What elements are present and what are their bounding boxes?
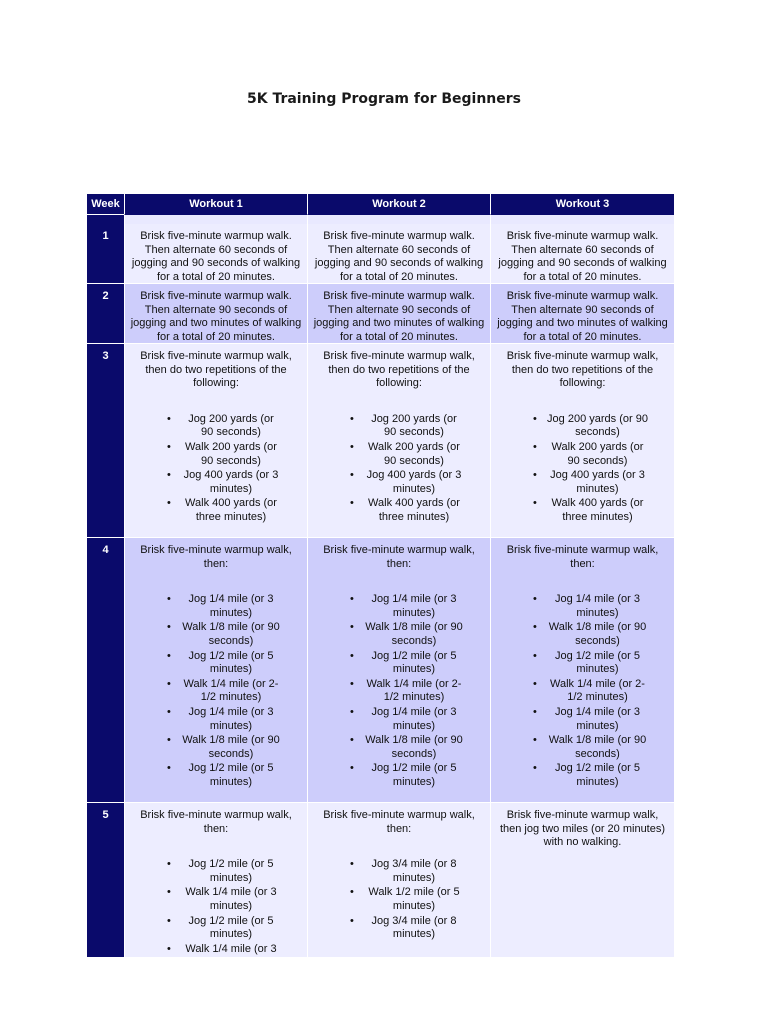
workout-steps [312, 413, 486, 525]
workout-cell [124, 224, 307, 284]
bullet-icon: • [167, 858, 171, 871]
bullet-icon: • [533, 469, 537, 482]
workout-cell [124, 344, 307, 538]
workout-intro: Brisk five-minute warmup walk, then do two repetitions of the following: [140, 350, 292, 390]
spacer-cell [87, 214, 124, 224]
bullet-icon: • [533, 649, 537, 662]
step-text: Jog 1/2 mile (or 5 minutes) [188, 762, 274, 788]
workout-cell [490, 224, 674, 284]
list-item [495, 734, 670, 761]
list-item [129, 858, 303, 885]
list-item [495, 650, 670, 677]
workout-cell [124, 803, 307, 958]
workout-steps [312, 593, 486, 789]
workout-intro: Brisk five-minute warmup walk. Then alternate 90 seconds of jogging and two minutes of walking for a total of 20 minutes. [497, 290, 668, 343]
table-header-spacer-row [87, 214, 674, 224]
step-text: Walk 400 yards (or three minutes) [185, 497, 277, 523]
bullet-icon: • [350, 705, 354, 718]
list-item [312, 762, 486, 789]
step-text: Walk 1/2 mile (or 5 minutes) [368, 886, 460, 912]
list-item [129, 915, 303, 942]
list-item [129, 762, 303, 789]
step-text: Jog 200 yards (or 90 seconds) [188, 412, 274, 439]
list-item [312, 706, 486, 733]
workout-intro: Brisk five-minute warmup walk, then jog two miles (or 20 minutes) with no walking. [499, 809, 666, 849]
step-text: Jog 200 yards (or 90 seconds) [547, 412, 648, 439]
step-text: Jog 3/4 mile (or 8 minutes) [371, 914, 457, 941]
list-item [312, 734, 486, 761]
step-text: Jog 1/2 mile (or 5 minutes) [555, 649, 640, 676]
step-text: Walk 1/4 mile (or 2-1/2 minutes) [183, 677, 279, 704]
step-text: Jog 200 yards (or 90 seconds) [371, 412, 457, 439]
step-text: Jog 1/4 mile (or 3 minutes) [188, 705, 274, 732]
list-item [129, 943, 303, 957]
table-row [87, 803, 674, 958]
step-text: Jog 1/2 mile (or 5 minutes) [188, 649, 274, 676]
workout-cell [307, 284, 490, 344]
bullet-icon: • [533, 677, 537, 690]
bullet-icon: • [350, 649, 354, 662]
workout-intro: Brisk five-minute warmup walk, then: [140, 809, 292, 835]
step-text: Jog 1/2 mile (or 5 minutes) [188, 858, 274, 884]
workout-steps [495, 413, 670, 525]
step-text: Walk 1/8 mile (or 90 seconds) [365, 621, 463, 647]
list-item [495, 441, 670, 468]
step-text: Jog 1/2 mile (or 5 minutes) [555, 762, 640, 788]
workout-cell [124, 284, 307, 344]
workout-cell [490, 284, 674, 344]
list-item [495, 621, 670, 648]
step-text: Jog 400 yards (or 3 minutes) [550, 469, 645, 495]
bullet-icon: • [533, 705, 537, 718]
step-text: Jog 1/4 mile (or 3 minutes) [188, 593, 274, 619]
bullet-icon: • [167, 593, 171, 606]
step-text: Walk 200 yards (or 90 seconds) [185, 440, 277, 467]
list-item [129, 734, 303, 761]
bullet-icon: • [167, 469, 171, 482]
workout-intro: Brisk five-minute warmup walk, then: [323, 544, 475, 570]
list-item [129, 621, 303, 648]
bullet-icon: • [350, 858, 354, 871]
bullet-icon: • [350, 621, 354, 634]
step-text: Walk 400 yards (or three minutes) [368, 497, 460, 523]
list-item [129, 497, 303, 524]
workout-intro: Brisk five-minute warmup walk, then: [140, 544, 292, 570]
list-item [312, 441, 486, 468]
workout-steps [129, 858, 303, 956]
week-number: 2 [87, 284, 124, 344]
step-text: Jog 1/2 mile (or 5 minutes) [188, 914, 274, 941]
list-item [312, 650, 486, 677]
workout-steps [129, 593, 303, 789]
workout-steps [495, 593, 670, 789]
header-week: Week [87, 194, 124, 214]
bullet-icon: • [533, 762, 537, 775]
bullet-icon: • [350, 886, 354, 899]
step-text: Jog 1/4 mile (or 3 minutes) [555, 705, 640, 732]
workout-intro: Brisk five-minute warmup walk, then do two repetitions of the following: [506, 350, 659, 390]
week-number: 3 [87, 344, 124, 538]
table-row [87, 344, 674, 538]
step-text: Walk 1/8 mile (or 90 seconds) [365, 734, 463, 760]
week-number: 1 [87, 224, 124, 284]
week-number: 5 [87, 803, 124, 958]
bullet-icon: • [167, 942, 171, 955]
bullet-icon: • [350, 412, 354, 425]
workout-intro: Brisk five-minute warmup walk, then: [506, 544, 659, 570]
header-workout-3: Workout 3 [490, 194, 674, 214]
step-text: Jog 1/4 mile (or 3 minutes) [555, 593, 640, 619]
bullet-icon: • [167, 412, 171, 425]
spacer-cell [307, 214, 490, 224]
bullet-icon: • [167, 497, 171, 510]
step-text: Walk 1/4 mile (or 2-1/2 minutes) [550, 677, 645, 704]
bullet-icon: • [350, 677, 354, 690]
list-item [312, 593, 486, 620]
list-item [312, 621, 486, 648]
page-title: 5K Training Program for Beginners [246, 91, 521, 107]
step-text: Jog 1/4 mile (or 3 minutes) [371, 705, 457, 732]
header-workout-1: Workout 1 [124, 194, 307, 214]
bullet-icon: • [533, 621, 537, 634]
list-item [312, 915, 486, 942]
list-item [312, 469, 486, 496]
bullet-icon: • [167, 705, 171, 718]
step-text: Jog 400 yards (or 3 minutes) [183, 469, 279, 495]
table-row [87, 538, 674, 803]
list-item [495, 678, 670, 705]
step-text: Jog 3/4 mile (or 8 minutes) [371, 858, 457, 884]
week-number: 4 [87, 538, 124, 803]
header-workout-2: Workout 2 [307, 194, 490, 214]
list-item [129, 678, 303, 705]
workout-intro: Brisk five-minute warmup walk. Then alternate 60 seconds of jogging and 90 seconds of walking for a total of 20 minutes. [498, 230, 667, 283]
step-text: Jog 400 yards (or 3 minutes) [366, 469, 462, 495]
bullet-icon: • [167, 886, 171, 899]
list-item [129, 593, 303, 620]
workout-intro: Brisk five-minute warmup walk, then do two repetitions of the following: [323, 350, 475, 390]
step-text: Walk 1/4 mile (or 2-1/2 minutes) [366, 677, 462, 704]
bullet-icon: • [167, 914, 171, 927]
bullet-icon: • [350, 440, 354, 453]
spacer-cell [490, 214, 674, 224]
table-header-row [87, 194, 674, 214]
step-text: Jog 1/2 mile (or 5 minutes) [371, 762, 457, 788]
workout-intro: Brisk five-minute warmup walk. Then alternate 90 seconds of jogging and two minutes of walking for a total of 20 minutes. [130, 290, 302, 343]
spacer-cell [124, 214, 307, 224]
workout-cell [490, 538, 674, 803]
workout-cell [307, 803, 490, 958]
step-text: Walk 1/4 mile (or 3 [185, 942, 277, 955]
list-item [129, 886, 303, 913]
workout-cell [307, 224, 490, 284]
list-item [129, 413, 303, 440]
step-text: Walk 1/4 mile (or 3 minutes) [185, 886, 277, 912]
list-item [495, 706, 670, 733]
step-text: Walk 200 yards (or 90 seconds) [551, 440, 644, 467]
workout-intro: Brisk five-minute warmup walk. Then alternate 90 seconds of jogging and two minutes of walking for a total of 20 minutes. [313, 290, 485, 343]
step-text: Walk 400 yards (or three minutes) [551, 497, 644, 523]
bullet-icon: • [533, 497, 537, 510]
bullet-icon: • [533, 412, 537, 425]
list-item [312, 858, 486, 885]
bullet-icon: • [167, 677, 171, 690]
workout-cell [124, 538, 307, 803]
list-item [312, 413, 486, 440]
training-table [87, 194, 674, 958]
list-item [495, 593, 670, 620]
bullet-icon: • [167, 440, 171, 453]
list-item [495, 497, 670, 524]
workout-steps [129, 413, 303, 525]
list-item [129, 441, 303, 468]
workout-cell [490, 344, 674, 538]
bullet-icon: • [167, 649, 171, 662]
workout-intro: Brisk five-minute warmup walk. Then alternate 60 seconds of jogging and 90 seconds of walking for a total of 20 minutes. [131, 230, 301, 283]
workout-cell [307, 538, 490, 803]
step-text: Walk 1/8 mile (or 90 seconds) [182, 734, 280, 760]
bullet-icon: • [533, 440, 537, 453]
bullet-icon: • [167, 621, 171, 634]
bullet-icon: • [533, 593, 537, 606]
list-item [312, 886, 486, 913]
step-text: Walk 1/8 mile (or 90 seconds) [182, 621, 280, 647]
step-text: Jog 1/2 mile (or 5 minutes) [371, 649, 457, 676]
workout-intro: Brisk five-minute warmup walk, then: [323, 809, 475, 835]
list-item [129, 469, 303, 496]
step-text: Walk 200 yards (or 90 seconds) [368, 440, 460, 467]
workout-cell [490, 803, 674, 958]
step-text: Walk 1/8 mile (or 90 seconds) [548, 734, 647, 760]
bullet-icon: • [167, 734, 171, 747]
list-item [129, 650, 303, 677]
list-item [495, 762, 670, 789]
bullet-icon: • [350, 914, 354, 927]
list-item [312, 678, 486, 705]
bullet-icon: • [350, 593, 354, 606]
list-item [495, 413, 670, 440]
bullet-icon: • [350, 762, 354, 775]
bullet-icon: • [533, 734, 537, 747]
step-text: Jog 1/4 mile (or 3 minutes) [371, 593, 457, 619]
list-item [495, 469, 670, 496]
bullet-icon: • [350, 469, 354, 482]
bullet-icon: • [350, 497, 354, 510]
list-item [312, 497, 486, 524]
table-row [87, 284, 674, 344]
bullet-icon: • [167, 762, 171, 775]
workout-steps [312, 858, 486, 942]
table-row [87, 224, 674, 284]
workout-intro: Brisk five-minute warmup walk. Then alternate 60 seconds of jogging and 90 seconds of walking for a total of 20 minutes. [314, 230, 484, 283]
step-text: Walk 1/8 mile (or 90 seconds) [548, 621, 647, 647]
list-item [129, 706, 303, 733]
bullet-icon: • [350, 734, 354, 747]
workout-cell [307, 344, 490, 538]
